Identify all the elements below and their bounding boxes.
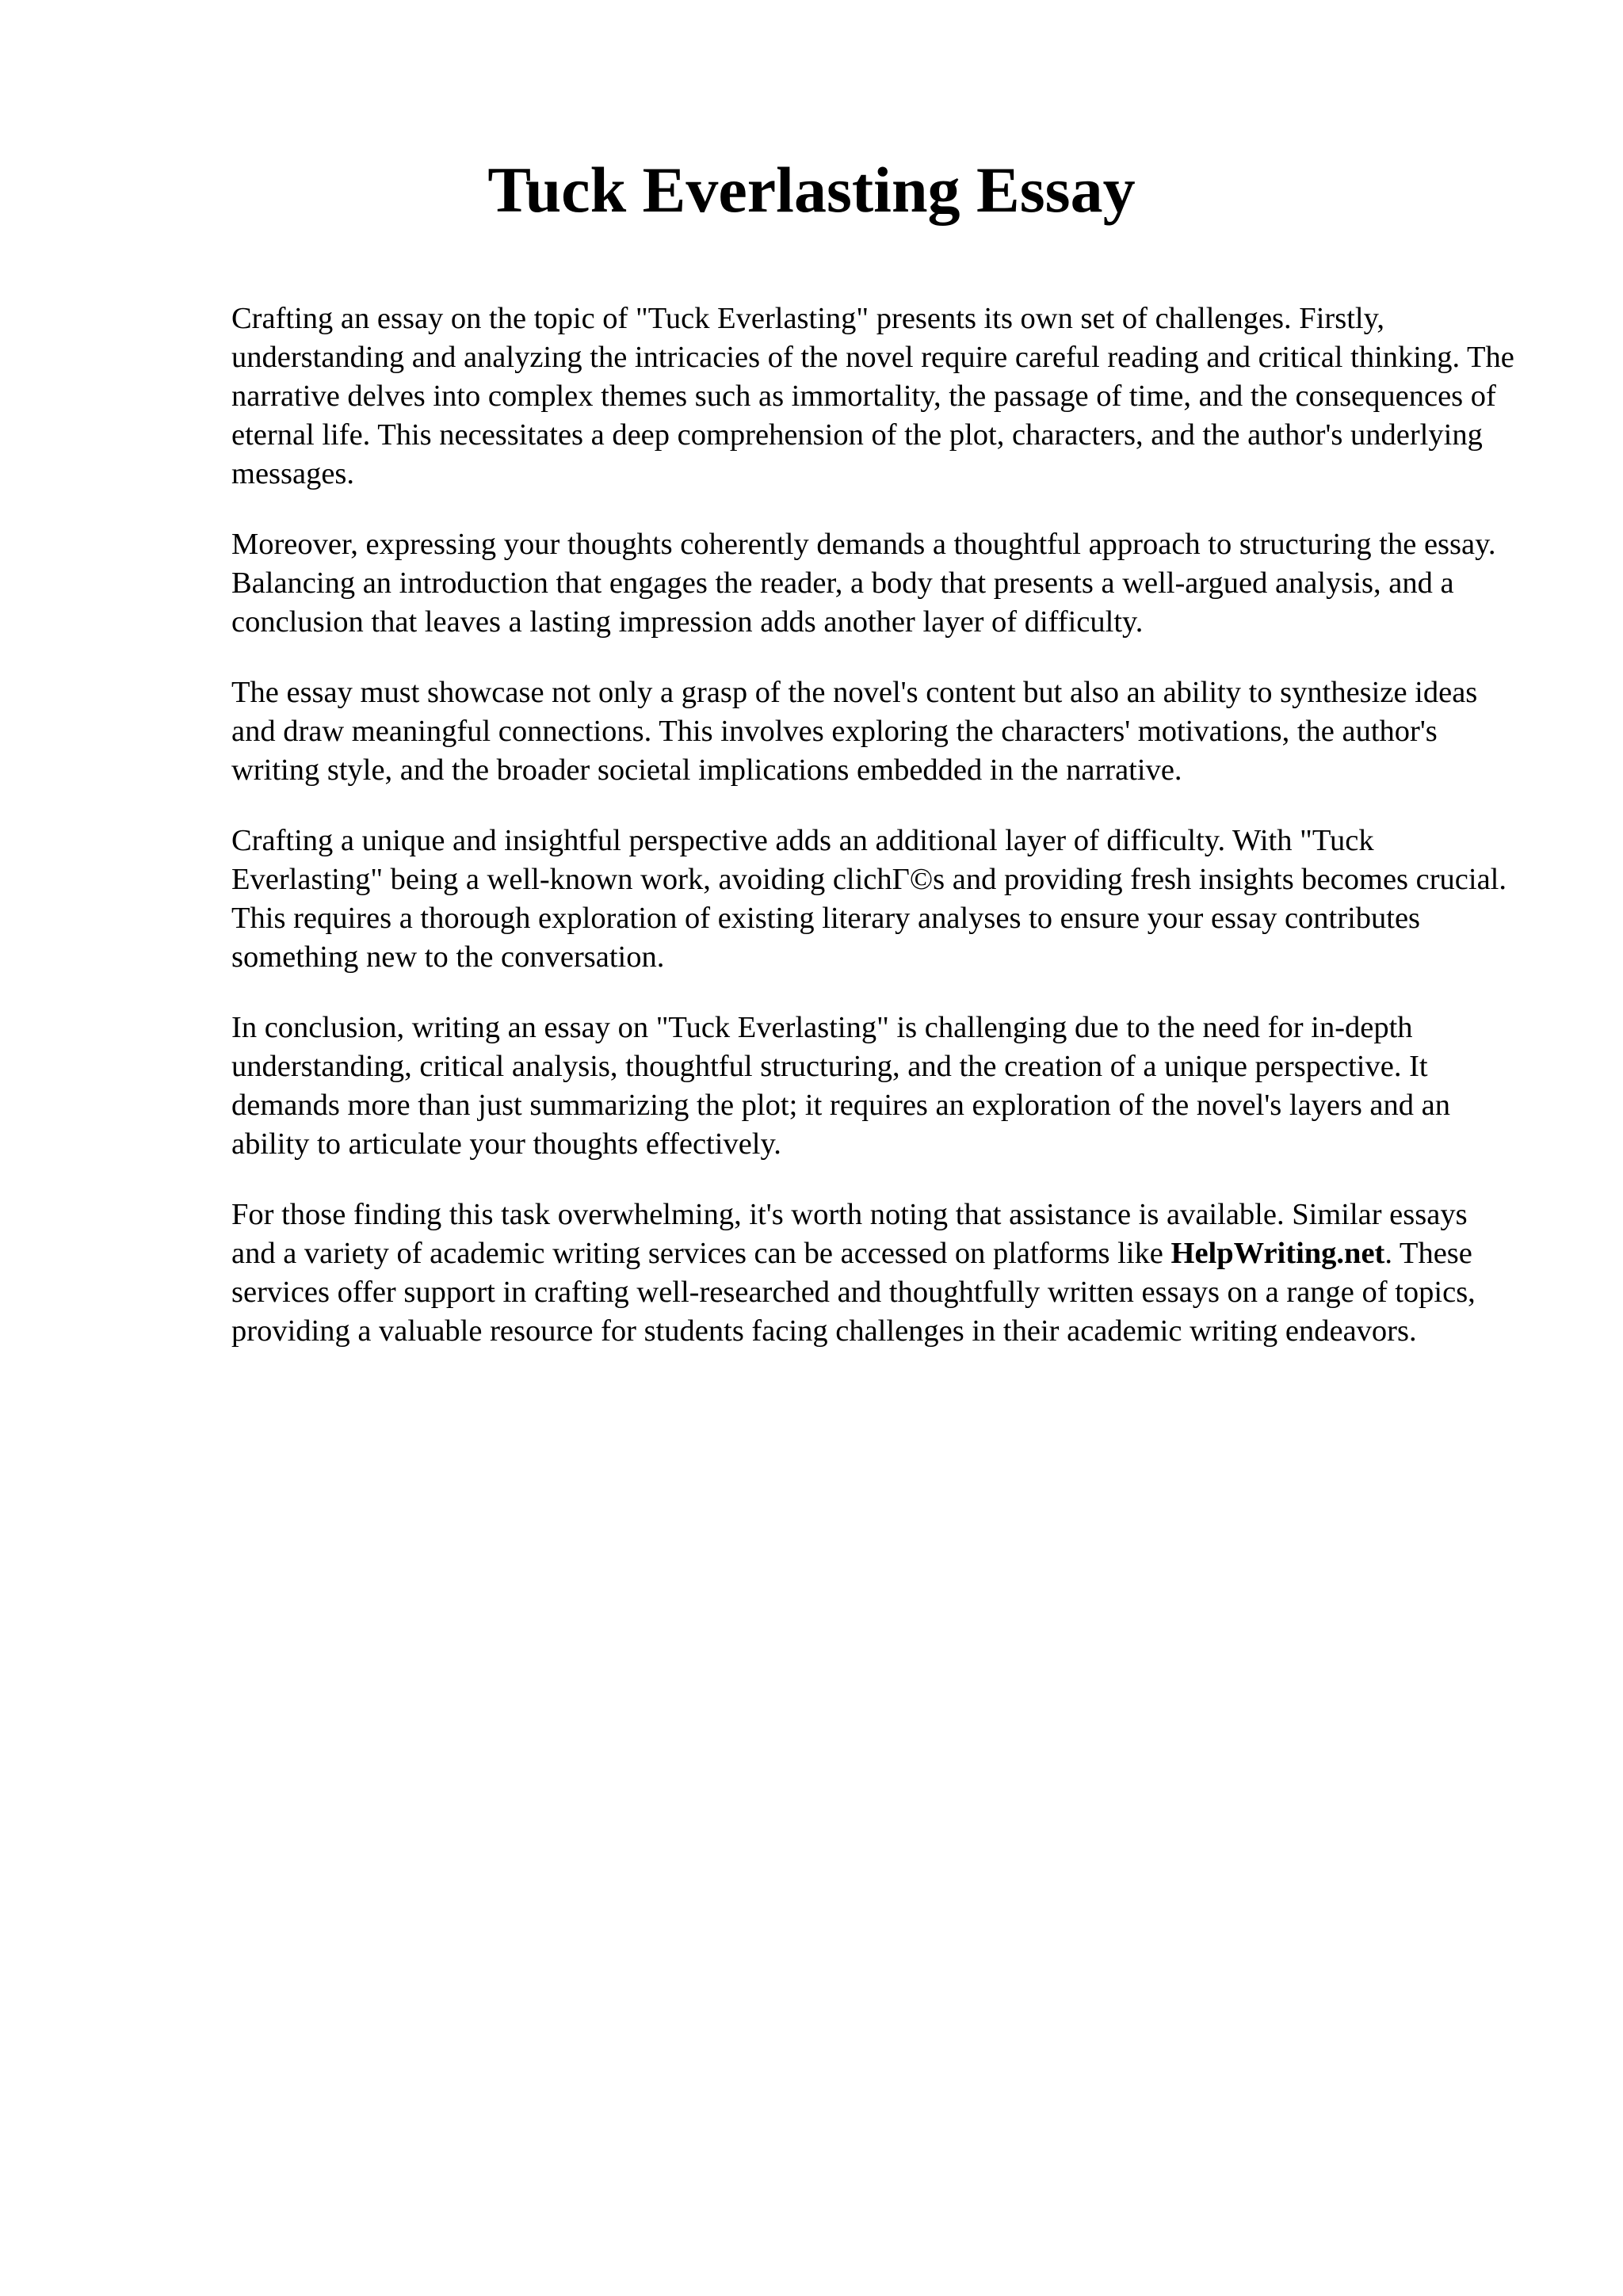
helpwriting-link[interactable]: HelpWriting.net — [1170, 1237, 1385, 1270]
paragraph-6 — [231, 1196, 1515, 1351]
paragraph-4: Crafting a unique and insightful perspective adds an additional layer of difficulty. With "Tuck Everlasting" being a well-known work, avoiding clichГ©s and providing fresh insights becomes crucial. This requires a thorough exploration of existing literary analyses to ensure your essay contributes something new to the conversation. — [231, 824, 1507, 974]
paragraph-6-outro: . These services offer support in crafting well-researched and thoughtfully written essays on a range of topics, providing a valuable resource for students facing challenges in their academic writing endeavors. — [231, 1237, 1476, 1348]
paragraph-6-intro: For those finding this task overwhelming, it's worth noting that assistance is available. Similar essays and a variety of academic writing services can be accessed on platforms like — [231, 1198, 1468, 1270]
paragraph-2: Moreover, expressing your thoughts coherently demands a thoughtful approach to structuring the essay. Balancing an introduction that engages the reader, a body that presents a well-argued analysis, and a conclusion that leaves a lasting impression adds another layer of difficulty. — [231, 528, 1496, 639]
paragraph-1: Crafting an essay on the topic of "Tuck Everlasting" presents its own set of challenges. Firstly, understanding and analyzing the intricacies of the novel require careful reading and critical thinking. The narrative delves into complex themes such as immortality, the passage of time, and the consequences of eternal life. This necessitates a deep comprehension of the plot, characters, and the author's underlying messages. — [231, 302, 1514, 490]
essay-body — [231, 299, 1515, 1383]
paragraph-5: In conclusion, writing an essay on "Tuck Everlasting" is challenging due to the need for in-depth understanding, critical analysis, thoughtful structuring, and the creation of a unique perspective. It demands more than just summarizing the plot; it requires an exploration of the novel's layers and an ability to articulate your thoughts effectively. — [231, 1011, 1450, 1161]
page-title: Tuck Everlasting Essay — [487, 154, 1136, 226]
paragraph-3: The essay must showcase not only a grasp of the novel's content but also an ability to synthesize ideas and draw meaningful connections. This involves exploring the characters' motivations, the author's writing style, and the broader societal implications embedded in the narrative. — [231, 676, 1478, 787]
